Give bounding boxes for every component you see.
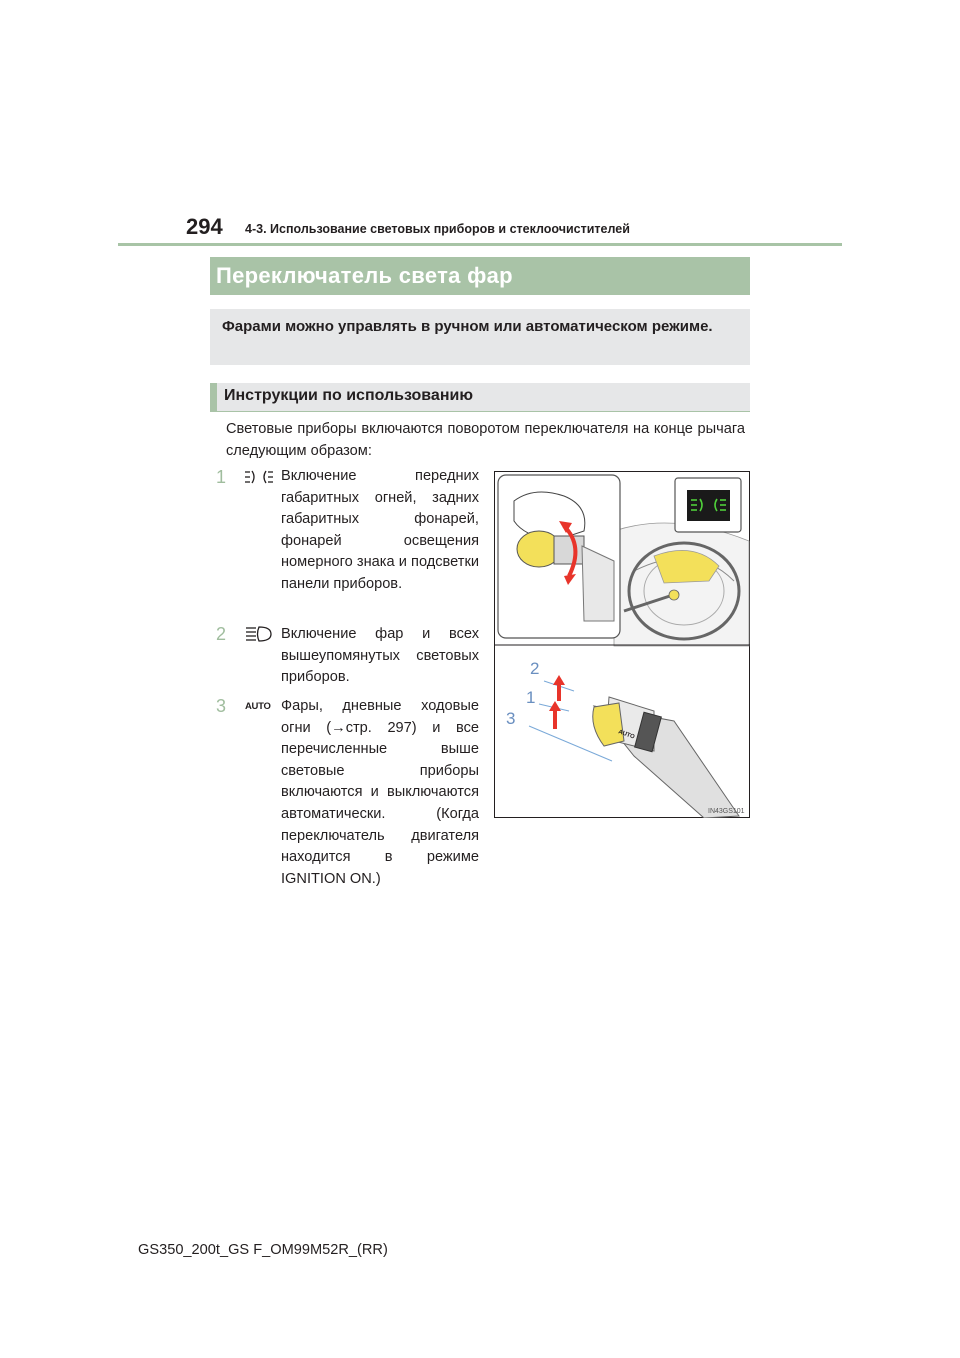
dashboard-drawing bbox=[614, 523, 749, 646]
header-rule bbox=[118, 243, 842, 246]
side-lights-icon bbox=[244, 468, 274, 491]
item-2-number: 2 bbox=[216, 624, 227, 644]
hand-knob-drawing bbox=[498, 475, 620, 638]
item-3-number: 3 bbox=[216, 696, 227, 716]
item-2-text: Включение фар и всех вышеупомянутых световых приборов. bbox=[281, 626, 479, 686]
figure-code: IN43GS101 bbox=[708, 808, 745, 815]
page-number: 294 bbox=[186, 214, 223, 239]
switch-auto-label: AUTO bbox=[617, 729, 636, 741]
callout-3: 3 bbox=[506, 709, 516, 728]
chapter-title: 4-3. Использование световых приборов и стеклоочистителей bbox=[245, 222, 630, 236]
item-1-number: 1 bbox=[216, 467, 227, 487]
auto-icon: AUTO bbox=[245, 701, 271, 712]
callout-1: 1 bbox=[526, 688, 536, 707]
body-text: Световые приборы включаются поворотом переключателя на конце рычага следующим образом: bbox=[226, 421, 745, 459]
headlight-switch-illustration bbox=[494, 471, 750, 818]
indicator-panel bbox=[675, 478, 741, 532]
section-title: Переключатель света фар bbox=[216, 263, 513, 288]
footer-model: GS350_200t_GS F_OM99M52R_(RR) bbox=[138, 1242, 388, 1258]
intro-text: Фарами можно управлять в ручном или автоматическом режиме. bbox=[222, 318, 713, 335]
headlights-icon bbox=[244, 625, 274, 648]
item-1-text: Включение передних габаритных огней, задних габаритных фонарей, фонарей освещения номерного знака и подсветки панели приборов. bbox=[281, 468, 479, 592]
subsection-title: Инструкции по использованию bbox=[224, 387, 473, 404]
callout-2: 2 bbox=[530, 659, 540, 678]
subsection-accent bbox=[210, 383, 217, 412]
item-3-text: Фары, дневные ходовые огни (→стр. 297) и все перечисленные выше световые приборы включаются и выключаются автоматически. (Когда переключатель двигателя находится в режиме IGNITION ON.) bbox=[281, 698, 479, 887]
